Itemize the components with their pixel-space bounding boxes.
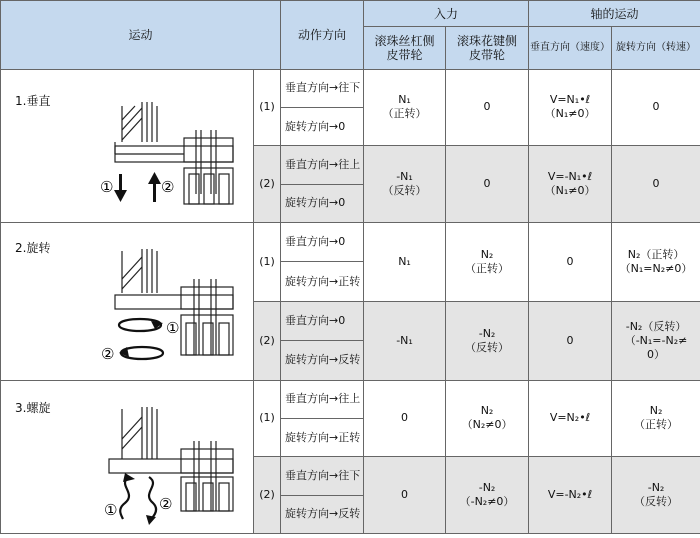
header-shaft-motion: 轴的运动	[529, 1, 700, 27]
ball-screw-value: N₁	[364, 223, 446, 302]
row-index: (1)	[254, 69, 281, 146]
shaft-rotation-value: N₂（正转） （N₁=N₂≠0）	[612, 223, 700, 302]
mark-two: ②	[159, 494, 173, 513]
direction-vertical: 垂直方向→0	[281, 301, 364, 340]
shaft-vertical-value: 0	[529, 223, 612, 302]
row-index: (2)	[254, 457, 281, 534]
spiral-arrows	[120, 477, 156, 519]
ball-screw-value: -N₁ （反转）	[364, 146, 446, 223]
ball-spline-value: N₂ （正转）	[446, 223, 529, 302]
ball-spline-value: 0	[446, 146, 529, 223]
shaft-rotation-value: N₂ （正转）	[612, 380, 700, 457]
ball-spline-value: -N₂ （-N₂≠0）	[446, 457, 529, 534]
vertical-arrows	[114, 172, 161, 202]
ball-screw-value: -N₁	[364, 301, 446, 380]
shaft-vertical-value: V=N₁•ℓ （N₁≠0）	[529, 69, 612, 146]
mark-one: ①	[104, 500, 118, 519]
direction-vertical: 垂直方向→0	[281, 223, 364, 262]
shaft-rotation-value: -N₂ （反转）	[612, 457, 700, 534]
direction-rotation: 旋转方向→正转	[281, 262, 364, 301]
ball-spline-value: 0	[446, 69, 529, 146]
ball-spline-value: N₂ （N₂≠0）	[446, 380, 529, 457]
header-vertical-direction: 垂直方向（速度）	[529, 27, 612, 69]
direction-rotation: 旋转方向→0	[281, 107, 364, 145]
direction-vertical: 垂直方向→往上	[281, 380, 364, 418]
shaft-vertical-value: V=-N₁•ℓ （N₁≠0）	[529, 146, 612, 223]
direction-vertical: 垂直方向→往下	[281, 457, 364, 495]
direction-vertical: 垂直方向→往下	[281, 69, 364, 107]
section-title-vertical: 1.垂直	[15, 93, 51, 108]
header-ball-spline-side: 滚珠花键侧 皮带轮	[446, 27, 529, 69]
mark-two: ②	[161, 177, 175, 196]
header-ball-screw-side: 滚珠丝杠侧 皮带轮	[364, 27, 446, 69]
shaft-vertical-value: V=-N₂•ℓ	[529, 457, 612, 534]
ball-screw-value: 0	[364, 457, 446, 534]
row-index: (1)	[254, 223, 281, 302]
section-title-rotation: 2.旋转	[15, 241, 51, 256]
section-vertical-figure	[1, 69, 254, 222]
direction-rotation: 旋转方向→0	[281, 184, 364, 222]
mark-two: ②	[101, 345, 115, 364]
row-index: (2)	[254, 146, 281, 223]
shaft-rotation-value: -N₂（反转） （-N₁=-N₂≠ 0）	[612, 301, 700, 380]
header-motion: 运动	[1, 1, 281, 70]
direction-vertical: 垂直方向→往上	[281, 146, 364, 184]
shaft-rotation-value: 0	[612, 146, 700, 223]
mark-one: ①	[100, 177, 114, 196]
ball-spline-value: -N₂ （反转）	[446, 301, 529, 380]
rotation-motion-diagram	[1, 223, 254, 379]
mark-one: ①	[166, 319, 180, 338]
row-index: (1)	[254, 380, 281, 457]
shaft-vertical-value: 0	[529, 301, 612, 380]
section-rotation-figure	[1, 223, 254, 380]
header-action-direction: 动作方向	[281, 1, 364, 70]
shaft-vertical-value: V=N₂•ℓ	[529, 380, 612, 457]
header-input: 入力	[364, 1, 529, 27]
ball-screw-value: N₁ （正转）	[364, 69, 446, 146]
row-index: (2)	[254, 301, 281, 380]
section-title-spiral: 3.螺旋	[15, 400, 51, 415]
direction-rotation: 旋转方向→正转	[281, 418, 364, 456]
ball-screw-value: 0	[364, 380, 446, 457]
vertical-motion-diagram	[1, 70, 254, 224]
direction-rotation: 旋转方向→反转	[281, 341, 364, 380]
direction-rotation: 旋转方向→反转	[281, 495, 364, 533]
spiral-motion-diagram	[1, 381, 254, 535]
section-spiral-figure	[1, 380, 254, 534]
header-rotation-direction: 旋转方向（转速）	[612, 27, 700, 69]
shaft-rotation-value: 0	[612, 69, 700, 146]
